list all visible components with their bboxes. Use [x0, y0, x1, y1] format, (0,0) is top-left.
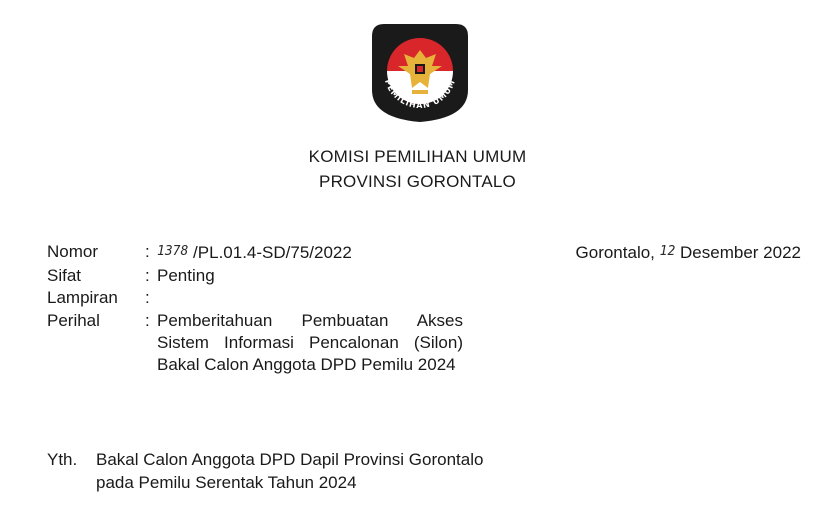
perihal-label: Perihal: [47, 310, 100, 330]
kpu-logo: [364, 16, 476, 126]
sifat-value: Penting: [157, 265, 215, 285]
colon: :: [145, 265, 150, 285]
recipient-text: [96, 448, 483, 494]
org-title: KOMISI PEMILIHAN UMUM: [308, 147, 527, 166]
sifat-label: Sifat: [47, 265, 82, 285]
colon: :: [145, 288, 150, 307]
nomor-handwritten: 1378: [157, 244, 189, 259]
recipient-line-2: pada Pemilu Serentak Tahun 2024: [96, 473, 357, 492]
colon: :: [145, 310, 150, 330]
perihal-row: [47, 310, 463, 376]
nomor-row: [47, 241, 463, 265]
org-subtitle: PROVINSI GORONTALO: [319, 172, 516, 191]
perihal-value: Pemberitahuan Pembuatan Akses Sistem Informasi Pencalonan (Silon) Bakal Calon Anggota DPD Pemilu 2024: [157, 310, 463, 374]
nomor-value: 1378 /PL.01.4-SD/75/2022: [157, 243, 352, 262]
date-month-year: Desember 2022: [680, 243, 801, 262]
lampiran-row: [47, 287, 463, 310]
lampiran-value: [157, 287, 463, 310]
letter-meta: [47, 241, 463, 376]
logo-text-bottom: PEMILIHAN UMUM: [382, 78, 458, 111]
lampiran-label: Lampiran: [47, 288, 118, 307]
nomor-label: Nomor: [47, 242, 99, 261]
recipient-block: [47, 448, 483, 494]
colon: :: [145, 242, 150, 261]
date-day-handwritten: 12: [659, 244, 676, 259]
yth-label: Yth.: [47, 450, 78, 469]
logo-text-top: [364, 16, 409, 19]
recipient-line-1: Bakal Calon Anggota DPD Dapil Provinsi Gorontalo: [96, 450, 484, 469]
date-city: Gorontalo,: [575, 243, 655, 262]
letter-date: [576, 241, 801, 265]
sifat-row: [47, 265, 463, 288]
